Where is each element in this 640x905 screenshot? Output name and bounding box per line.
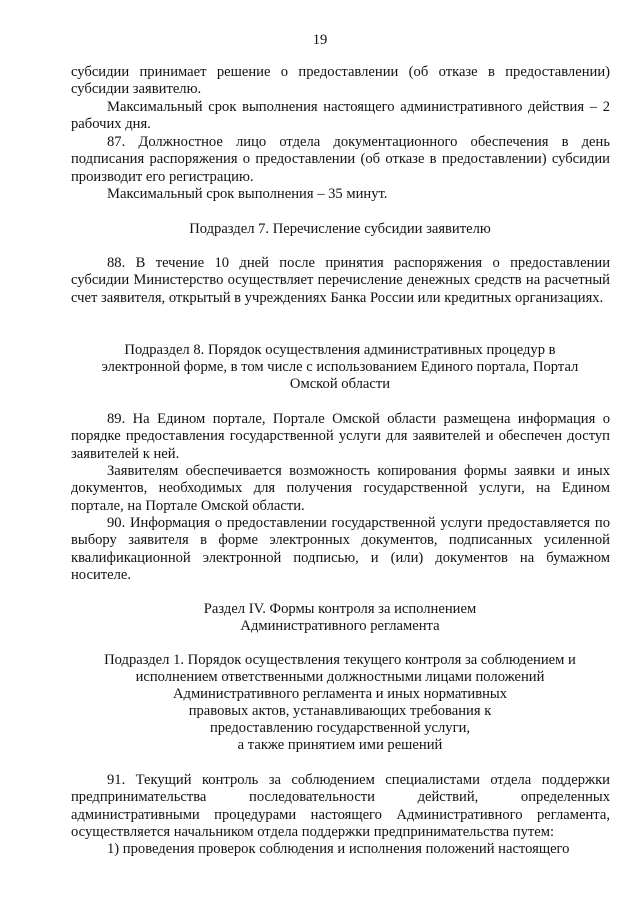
paragraph-max-term-1: Максимальный срок выполнения настоящего административного действия – 2 рабочих дня. [71, 99, 610, 133]
subsection-8-title-line-1: Подраздел 8. Порядок осуществления административных процедур в [124, 342, 556, 358]
subsection-1-title-line-2: исполнением ответственными должностными лицами положений [135, 669, 545, 685]
paragraph-89-continued: Заявителям обеспечивается возможность копирования формы заявки и иных документов, необходимых для получения государственной услуги, на Едином портале, на Портале Омской области. [71, 463, 610, 514]
paragraph-89: 89. На Едином портале, Портале Омской области размещена информация о порядке предоставления государственной услуги для заявителей и обеспечен доступ заявителей к ней. [71, 411, 610, 462]
page-number: 19 [312, 32, 328, 48]
paragraph-91: 91. Текущий контроль за соблюдением специалистами отдела поддержки предпринимательства последовательности действий, определенных административными процедурами настоящего Административного регламента, осуществляется начальником отдела поддержки предпринимательства путем: [71, 772, 610, 841]
paragraph-max-term-2: Максимальный срок выполнения – 35 минут. [107, 186, 388, 202]
section-4-title-line-2: Административного регламента [240, 618, 440, 634]
subsection-1-title-line-6: а также принятием ими решений [237, 737, 443, 753]
subsection-1-title-line-3: Административного регламента и иных нормативных [172, 686, 508, 702]
subsection-7-title: Подраздел 7. Перечисление субсидии заявителю [189, 221, 491, 237]
subsection-8-title-line-2: электронной форме, в том числе с использованием Единого портала, Портал [101, 359, 579, 375]
paragraph-88: 88. В течение 10 дней после принятия распоряжения о предоставлении субсидии Министерство осуществляет перечисление денежных средств на расчетный счет заявителя, открытый в учреждениях Банка России или кредитных организациях. [71, 255, 610, 306]
paragraph-87: 87. Должностное лицо отдела документационного обеспечения в день подписания распоряжения о предоставлении (об отказе в предоставлении) субсидии производит его регистрацию. [71, 134, 610, 185]
subsection-1-title-line-5: предоставлению государственной услуги, [209, 720, 471, 736]
paragraph-91-item-1: 1) проведения проверок соблюдения и исполнения положений настоящего [107, 841, 570, 857]
subsection-8-title-line-3: Омской области [289, 376, 391, 392]
subsection-1-title-line-1: Подраздел 1. Порядок осуществления текущего контроля за соблюдением и [104, 652, 576, 668]
paragraph-90: 90. Информация о предоставлении государственной услуги предоставляется по выбору заявителя в форме электронных документов, подписанных усиленной квалификационной электронной подписью, и (или) документов на бумажном носителе. [71, 515, 610, 584]
section-4-title-line-1: Раздел IV. Формы контроля за исполнением [203, 601, 477, 617]
paragraph-continuation: субсидии принимает решение о предоставлении (об отказе в предоставлении) субсидии заявителю. [71, 64, 610, 98]
subsection-1-title-line-4: правовых актов, устанавливающих требования к [188, 703, 492, 719]
